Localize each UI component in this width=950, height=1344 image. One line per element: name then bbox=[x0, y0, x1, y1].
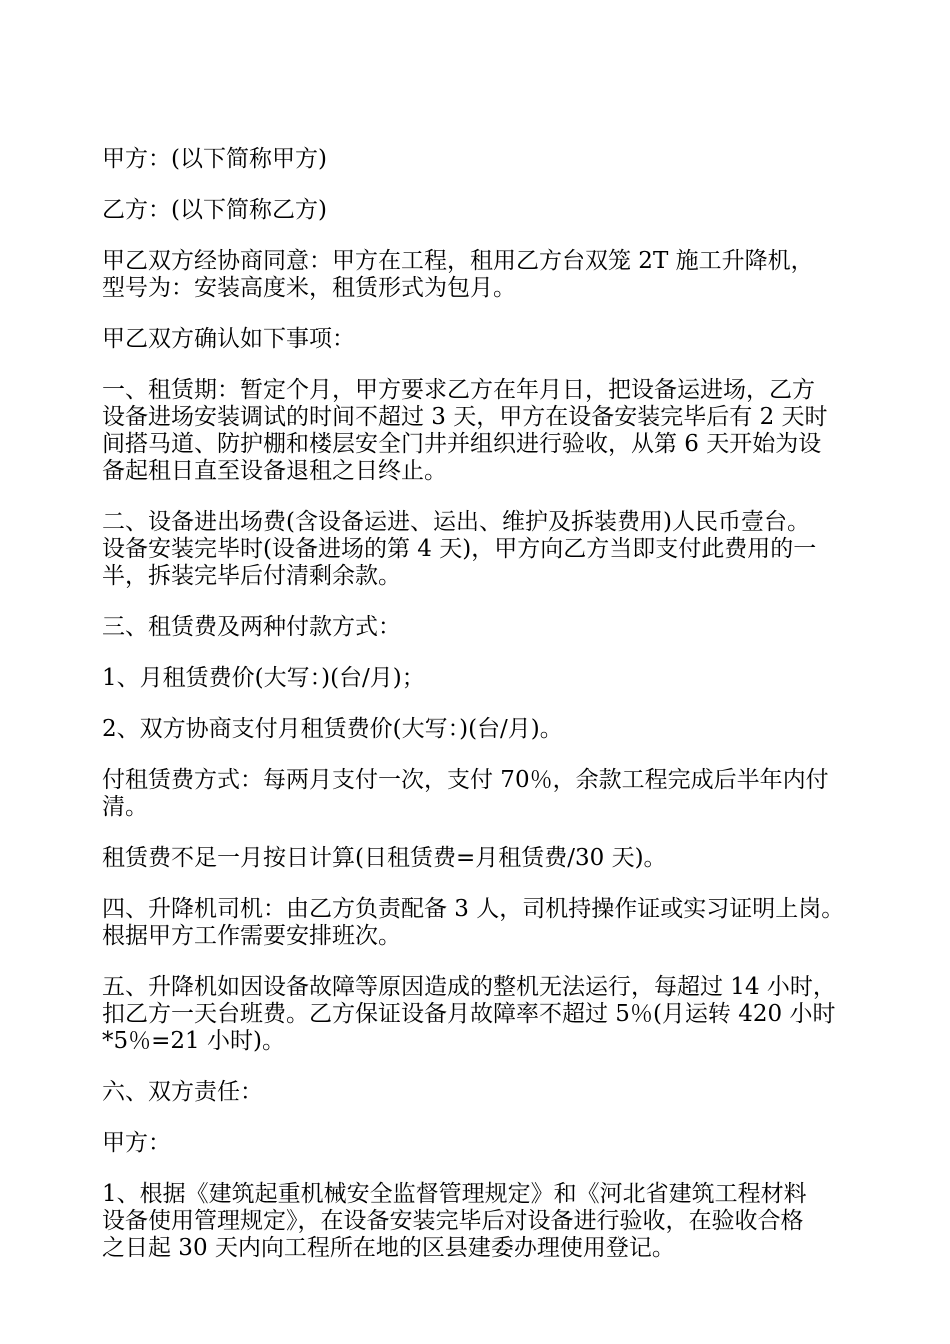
party-b-line: 乙方：(以下简称乙方) bbox=[102, 197, 327, 223]
rent-option-2: 2、双方协商支付月租赁费价(大写：)(台/月)。 bbox=[102, 716, 563, 742]
party-a-responsibility-1: 1、根据《建筑起重机械安全监督管理规定》和《河北省建筑工程材料 设备使用管理规定》，在设备安装完毕后对设备进行验收，在验收合格 之日起 30 天内向工程所在地的区县建委办理使用登记。 bbox=[102, 1181, 807, 1261]
agreement-intro: 甲乙双方经协商同意：甲方在工程，租用乙方台双笼 2T 施工升降机， 型号为：安装高度米，租赁形式为包月。 bbox=[102, 248, 814, 301]
payment-method: 付租赁费方式：每两月支付一次，支付 70％，余款工程完成后半年内付 清。 bbox=[102, 767, 829, 820]
clause-rent-heading: 三、租赁费及两种付款方式： bbox=[102, 614, 401, 640]
clause-failure: 五、升降机如因设备故障等原因造成的整机无法运行，每超过 14 小时， 扣乙方一天台班费。乙方保证设备月故障率不超过 5％(月运转 420 小时 *5％=21 小时)。 bbox=[102, 974, 836, 1054]
rent-option-1: 1、月租赁费价(大写：)(台/月)； bbox=[102, 665, 425, 691]
clause-lease-period: 一、租赁期：暂定个月，甲方要求乙方在年月日，把设备运进场，乙方 设备进场安装调试的时间不超过 3 天，甲方在设备安装完毕后有 2 天时 间搭马道、防护棚和楼层安全门井并组织进行验收，从第 6 天开始为设 备起租日直至设备退租之日终止。 bbox=[102, 377, 828, 484]
clause-entry-exit-fee: 二、设备进出场费(含设备运进、运出、维护及拆装费用)人民币壹台。 设备安装完毕时(设备进场的第 4 天)，甲方向乙方当即支付此费用的一 半，拆装完毕后付清剩余款。 bbox=[102, 509, 817, 589]
clause-operator: 四、升降机司机：由乙方负责配备 3 人，司机持操作证或实习证明上岗。 根据甲方工作需要安排班次。 bbox=[102, 896, 845, 949]
document-body bbox=[102, 146, 856, 1286]
matters-heading: 甲乙双方确认如下事项： bbox=[102, 326, 355, 352]
clause-responsibilities-heading: 六、双方责任： bbox=[102, 1079, 263, 1105]
daily-rent-rule: 租赁费不足一月按日计算(日租赁费=月租赁费/30 天)。 bbox=[102, 845, 667, 871]
party-a-line: 甲方：(以下简称甲方) bbox=[102, 146, 327, 172]
party-a-responsibilities-heading: 甲方： bbox=[102, 1130, 171, 1156]
